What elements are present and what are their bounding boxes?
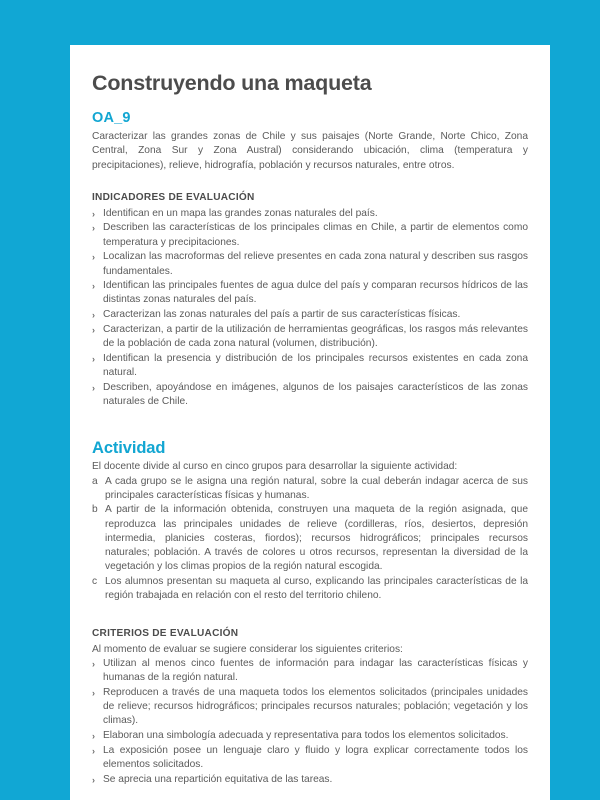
list-item [92, 686, 528, 729]
chevron-right-icon: › [92, 382, 95, 393]
criteria-intro: Al momento de evaluar se sugiere considerar los siguientes criterios: [92, 643, 403, 655]
list-item [92, 744, 528, 772]
list-item [92, 308, 528, 322]
step-marker: c [92, 575, 98, 587]
step-marker: a [92, 475, 98, 487]
list-item [92, 503, 528, 574]
list-item-text: Caracterizan, a partir de la utilización de herramientas geográficas, los rasgos más relevantes de la población de cada zona natural (volumen, distribución). [103, 323, 528, 350]
chevron-right-icon: › [92, 324, 95, 335]
learning-objective-code: OA_9 [92, 109, 131, 126]
list-item-text: Se aprecia una repartición equitativa de las tareas. [103, 773, 333, 785]
list-item-text: Caracterizan las zonas naturales del país a partir de sus características físicas. [103, 309, 461, 321]
chevron-right-icon: › [92, 281, 95, 292]
list-item-text: Elaboran una simbología adecuada y representativa para todos los elementos solicitados. [103, 730, 509, 742]
spacer [92, 173, 528, 191]
spacer [92, 410, 528, 428]
list-item-text: A cada grupo se le asigna una región natural, sobre la cual deberán indagar acerca de sus principales características físicas y humanas. [105, 475, 528, 501]
indicators-heading: INDICADORES DE EVALUACIÓN [92, 191, 255, 203]
list-item-text: Los alumnos presentan su maqueta al curso, explicando las principales características de la región trabajada en relación con el resto del territorio chileno. [105, 575, 528, 602]
list-item-text: La exposición posee un lenguaje claro y fluido y logra explicar correctamente todos los elementos solicitados. [103, 744, 528, 771]
chevron-right-icon: › [92, 252, 95, 263]
list-item-text: Localizan las macroformas del relieve presentes en cada zona natural y describen sus rasgos fundamentales. [103, 251, 528, 277]
activity-heading: Actividad [92, 438, 166, 457]
criteria-heading: CRITERIOS DE EVALUACIÓN [92, 627, 239, 639]
list-item [92, 250, 528, 278]
document-sheet [70, 45, 550, 800]
activity-intro: El docente divide al curso en cinco grupos para desarrollar la siguiente actividad: [92, 461, 458, 473]
list-item [92, 323, 528, 351]
indicators-list [92, 207, 528, 409]
list-item-text: Reproducen a través de una maqueta todos los elementos solicitados (principales unidades de relieve; recursos hidrográficos; principales recursos naturales; población; vegetación y los climas). [103, 687, 528, 727]
chevron-right-icon: › [92, 353, 95, 364]
list-item [92, 575, 528, 603]
chevron-right-icon: › [92, 731, 95, 742]
list-item [92, 207, 528, 221]
list-item-text: A partir de la información obtenida, construyen una maqueta de la región asignada, que reproduzca las principales unidades de relieve (cordilleras, ríos, desiertos, depresión intermedia, planicies costeras, fiordos); recursos hidrográficos; principales recursos naturales; población. A través de colores u otros recursos, representan la diversidad de la vegetación y los climas propios de la región natural escogida. [105, 504, 528, 573]
chevron-right-icon: › [92, 745, 95, 756]
list-item [92, 221, 528, 249]
spacer [92, 604, 528, 622]
list-item [92, 381, 528, 409]
spacer [92, 428, 528, 439]
page-title: Construyendo una maqueta [92, 71, 372, 95]
chevron-right-icon: › [92, 208, 95, 219]
activity-steps-list [92, 475, 528, 604]
list-item [92, 773, 528, 787]
list-item [92, 475, 528, 503]
document-content [70, 45, 550, 787]
step-marker: b [92, 504, 98, 516]
criteria-list [92, 657, 528, 787]
list-item [92, 729, 528, 743]
list-item-text: Identifican en un mapa las grandes zonas naturales del país. [103, 207, 378, 219]
list-item [92, 352, 528, 380]
list-item-text: Identifican la presencia y distribución de los principales recursos existentes en cada zona natural. [103, 352, 528, 378]
chevron-right-icon: › [92, 774, 95, 785]
chevron-right-icon: › [92, 223, 95, 234]
list-item [92, 279, 528, 307]
learning-objective-description: Caracterizar las grandes zonas de Chile y sus paisajes (Norte Grande, Norte Chico, Zona Central, Zona Sur y Zona Austral) considerando ubicación, clima (temperatura y precipitaciones), relieve, hidrografía, población y recursos naturales, entre otros. [92, 131, 528, 171]
list-item [92, 657, 528, 685]
chevron-right-icon: › [92, 659, 95, 670]
list-item-text: Describen, apoyándose en imágenes, algunos de los paisajes característicos de las zonas naturales de Chile. [103, 381, 528, 407]
chevron-right-icon: › [92, 310, 95, 321]
list-item-text: Identifican las principales fuentes de agua dulce del país y comparan recursos hídricos de las distintas zonas naturales del país. [103, 280, 528, 306]
list-item-text: Describen las características de los principales climas en Chile, a partir de elementos como temperatura y precipitaciones. [103, 222, 528, 248]
list-item-text: Utilizan al menos cinco fuentes de información para indagar las características físicas y humanas de la región natural. [103, 658, 528, 684]
chevron-right-icon: › [92, 688, 95, 698]
